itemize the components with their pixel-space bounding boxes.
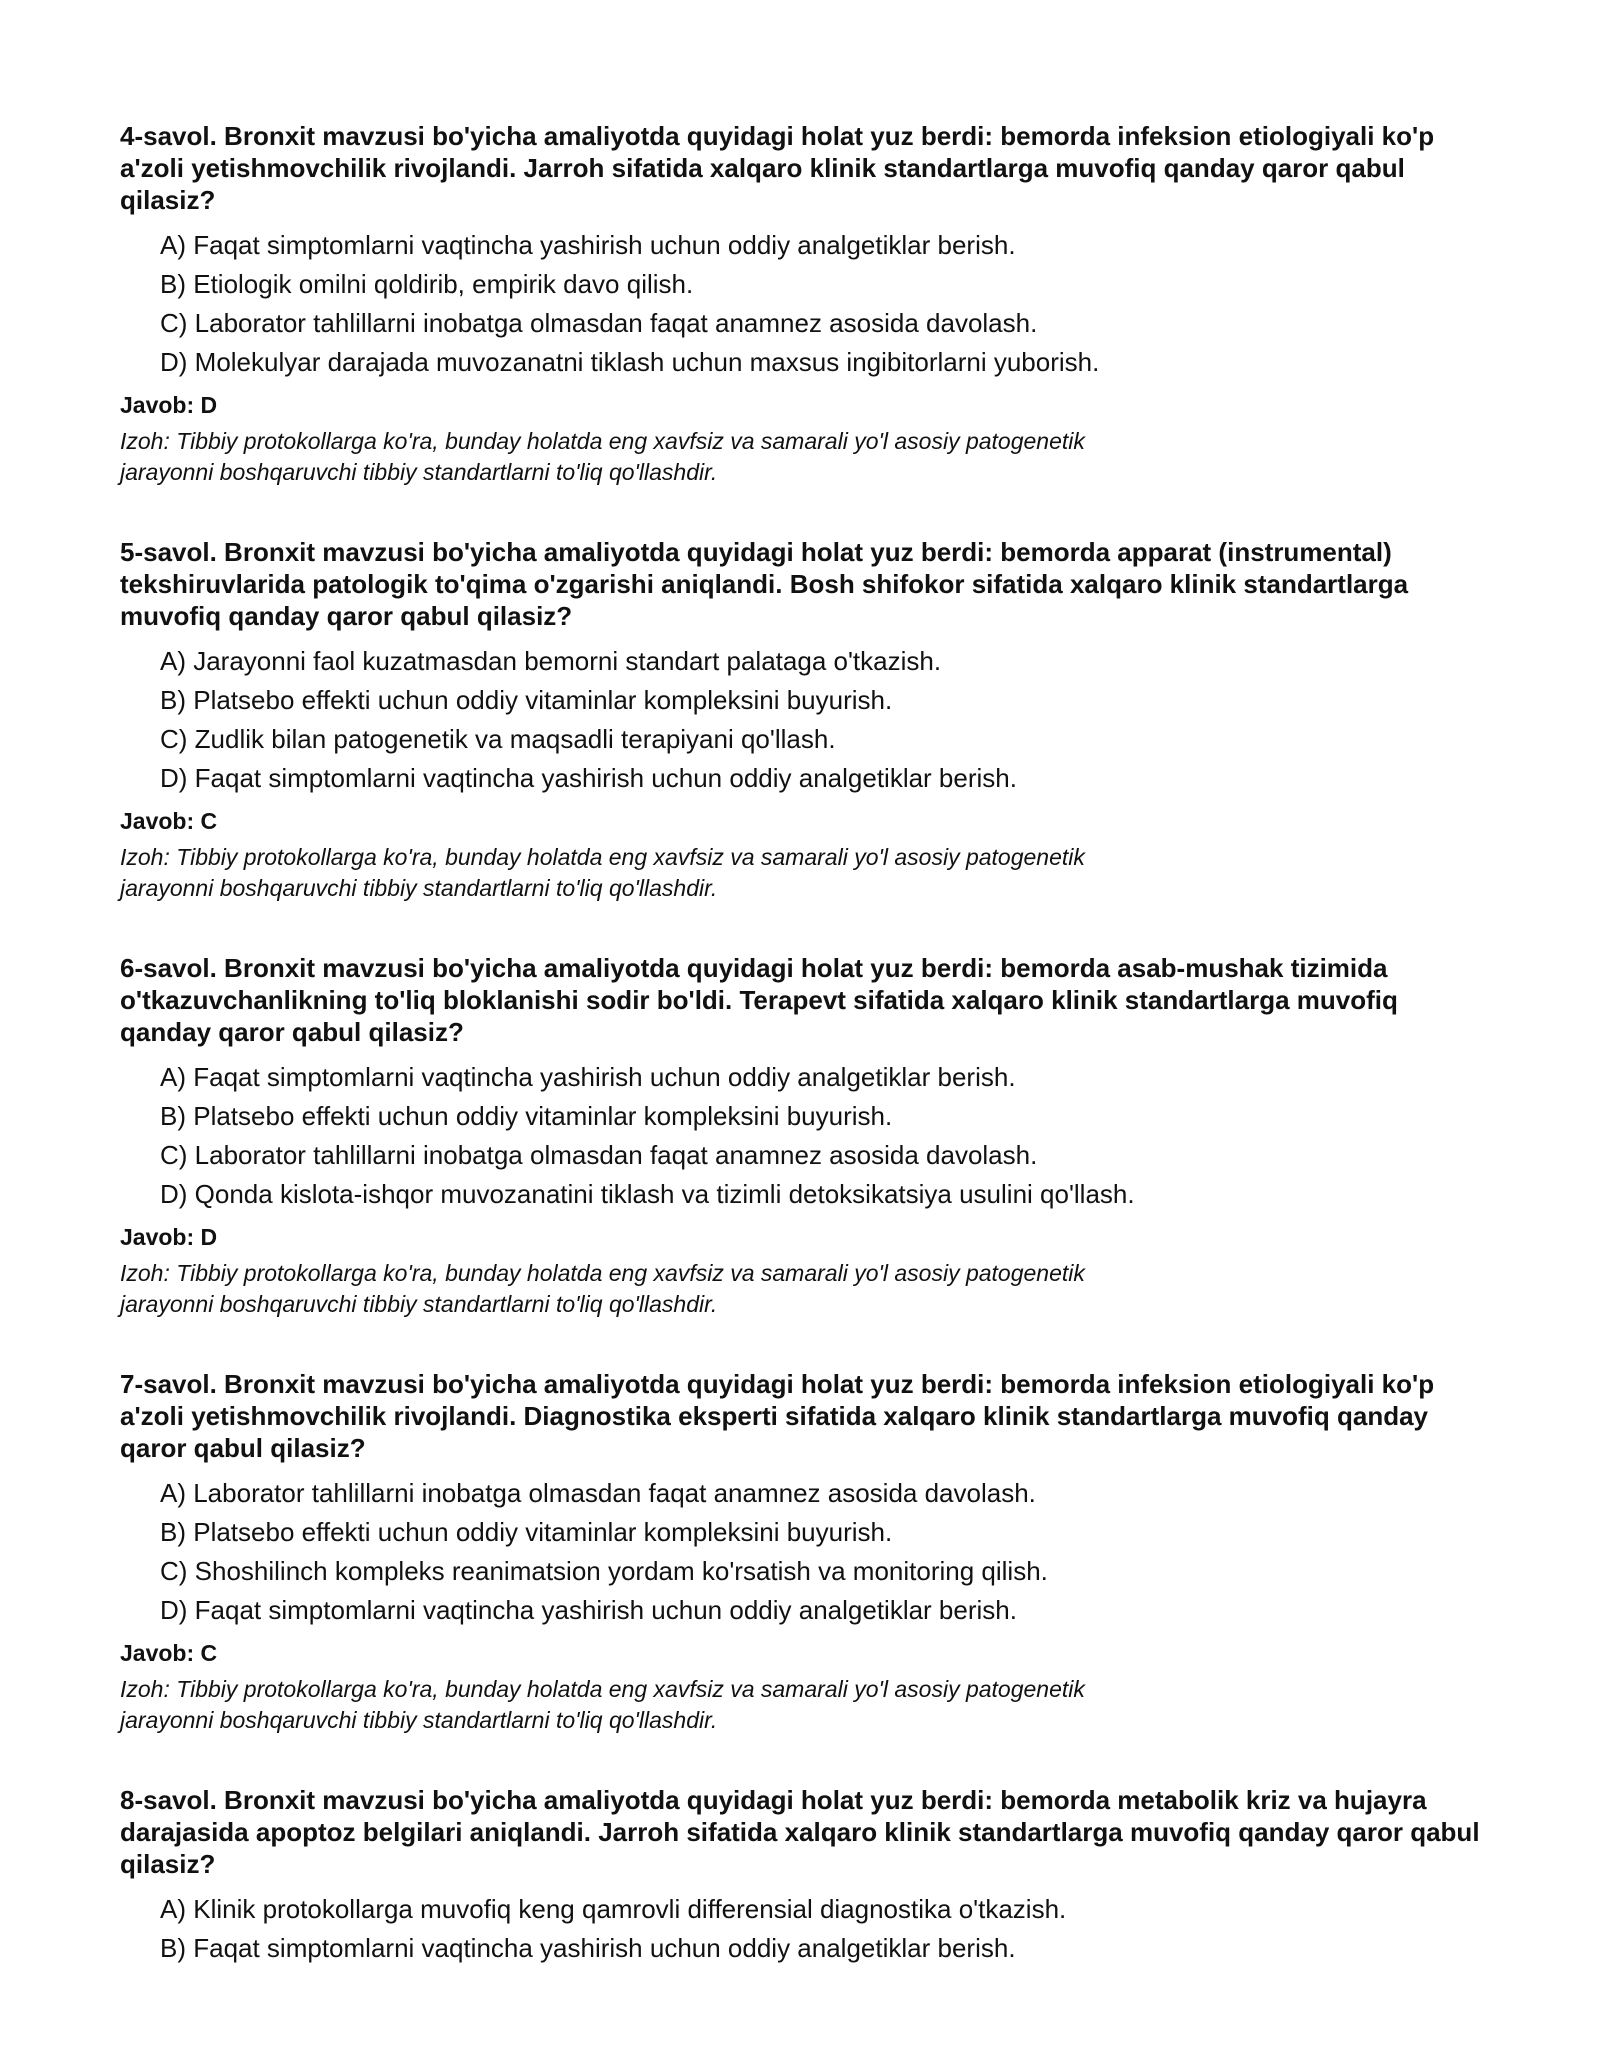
option-c: C) Zudlik bilan patogenetik va maqsadli terapiyani qo'llash. [160,724,836,754]
option-b: B) Etiologik omilni qoldirib, empirik davo qilish. [160,269,694,299]
question-text: 6-savol. Bronxit mavzusi bo'yicha amaliyotda quyidagi holat yuz berdi: bemorda asab-mushak tizimida o'tkazuvchanlikning to'liq bloklanishi sodir bo'ldi. Terapevt sifatida xalqaro klinik standartlarga muvofiq qanday qaror qabul qilasiz? [120,953,1398,1047]
question-text: 7-savol. Bronxit mavzusi bo'yicha amaliyotda quyidagi holat yuz berdi: bemorda infeksion etiologiyali ko'p a'zoli yetishmovchilik rivojlandi. Diagnostika eksperti sifatida xalqaro klinik standartlarga muvofiq qanday qaror qabul qilasiz? [120,1369,1435,1463]
options-list [120,1474,1480,1630]
option-c: C) Laborator tahlillarni inobatga olmasdan faqat anamnez asosida davolash. [160,308,1038,338]
answer-text: Javob: D [120,1224,218,1250]
explanation-text: Izoh: Tibbiy protokollarga ko'ra, bunday holatda eng xavfsiz va samarali yo'l asosiy patogenetik jarayonni boshqaruvchi tibbiy standartlarni to'liq qo'llashdir. [120,1260,1085,1317]
explanation-text: Izoh: Tibbiy protokollarga ko'ra, bunday holatda eng xavfsiz va samarali yo'l asosiy patogenetik jarayonni boshqaruvchi tibbiy standartlarni to'liq qo'llashdir. [120,428,1085,485]
option-b: B) Platsebo effekti uchun oddiy vitaminlar kompleksini buyurish. [160,1101,893,1131]
question-block [120,1368,1480,1736]
option-c: C) Laborator tahlillarni inobatga olmasdan faqat anamnez asosida davolash. [160,1140,1038,1170]
explanation-text: Izoh: Tibbiy protokollarga ko'ra, bunday holatda eng xavfsiz va samarali yo'l asosiy patogenetik jarayonni boshqaruvchi tibbiy standartlarni to'liq qo'llashdir. [120,1676,1085,1733]
option-b: B) Platsebo effekti uchun oddiy vitaminlar kompleksini buyurish. [160,1517,893,1547]
answer-text: Javob: C [120,808,218,834]
question-text: 8-savol. Bronxit mavzusi bo'yicha amaliyotda quyidagi holat yuz berdi: bemorda metabolik kriz va hujayra darajasida apoptoz belgilari aniqlandi. Jarroh sifatida xalqaro klinik standartlarga muvofiq qanday qaror qabul qilasiz? [120,1785,1480,1879]
answer-text: Javob: D [120,392,218,418]
question-block [120,1784,1480,1968]
option-a: A) Faqat simptomlarni vaqtincha yashirish uchun oddiy analgetiklar berish. [160,230,1016,260]
question-block [120,120,1480,488]
option-b: B) Platsebo effekti uchun oddiy vitaminlar kompleksini buyurish. [160,685,893,715]
option-a: A) Klinik protokollarga muvofiq keng qamrovli differensial diagnostika o'tkazish. [160,1894,1067,1924]
answer-text: Javob: C [120,1640,218,1666]
options-list [120,1058,1480,1214]
option-d: D) Faqat simptomlarni vaqtincha yashirish uchun oddiy analgetiklar berish. [160,1595,1017,1625]
document-page [120,120,1480,2016]
question-text: 4-savol. Bronxit mavzusi bo'yicha amaliyotda quyidagi holat yuz berdi: bemorda infeksion etiologiyali ko'p a'zoli yetishmovchilik rivojlandi. Jarroh sifatida xalqaro klinik standartlarga muvofiq qanday qaror qabul qilasiz? [120,121,1435,215]
option-d: D) Faqat simptomlarni vaqtincha yashirish uchun oddiy analgetiklar berish. [160,763,1017,793]
option-a: A) Laborator tahlillarni inobatga olmasdan faqat anamnez asosida davolash. [160,1478,1036,1508]
question-text: 5-savol. Bronxit mavzusi bo'yicha amaliyotda quyidagi holat yuz berdi: bemorda apparat (instrumental) tekshiruvlarida patologik to'qima o'zgarishi aniqlandi. Bosh shifokor sifatida xalqaro klinik standartlarga muvofiq qanday qaror qabul qilasiz? [120,537,1409,631]
options-list [120,226,1480,382]
option-b: B) Faqat simptomlarni vaqtincha yashirish uchun oddiy analgetiklar berish. [160,1933,1016,1963]
option-a: A) Faqat simptomlarni vaqtincha yashirish uchun oddiy analgetiklar berish. [160,1062,1016,1092]
option-d: D) Molekulyar darajada muvozanatni tiklash uchun maxsus ingibitorlarni yuborish. [160,347,1100,377]
question-block [120,536,1480,904]
option-d: D) Qonda kislota-ishqor muvozanatini tiklash va tizimli detoksikatsiya usulini qo'llash. [160,1179,1135,1209]
options-list [120,1890,1480,1968]
explanation-text: Izoh: Tibbiy protokollarga ko'ra, bunday holatda eng xavfsiz va samarali yo'l asosiy patogenetik jarayonni boshqaruvchi tibbiy standartlarni to'liq qo'llashdir. [120,844,1085,901]
options-list [120,642,1480,798]
option-c: C) Shoshilinch kompleks reanimatsion yordam ko'rsatish va monitoring qilish. [160,1556,1048,1586]
question-block [120,952,1480,1320]
option-a: A) Jarayonni faol kuzatmasdan bemorni standart palataga o'tkazish. [160,646,942,676]
